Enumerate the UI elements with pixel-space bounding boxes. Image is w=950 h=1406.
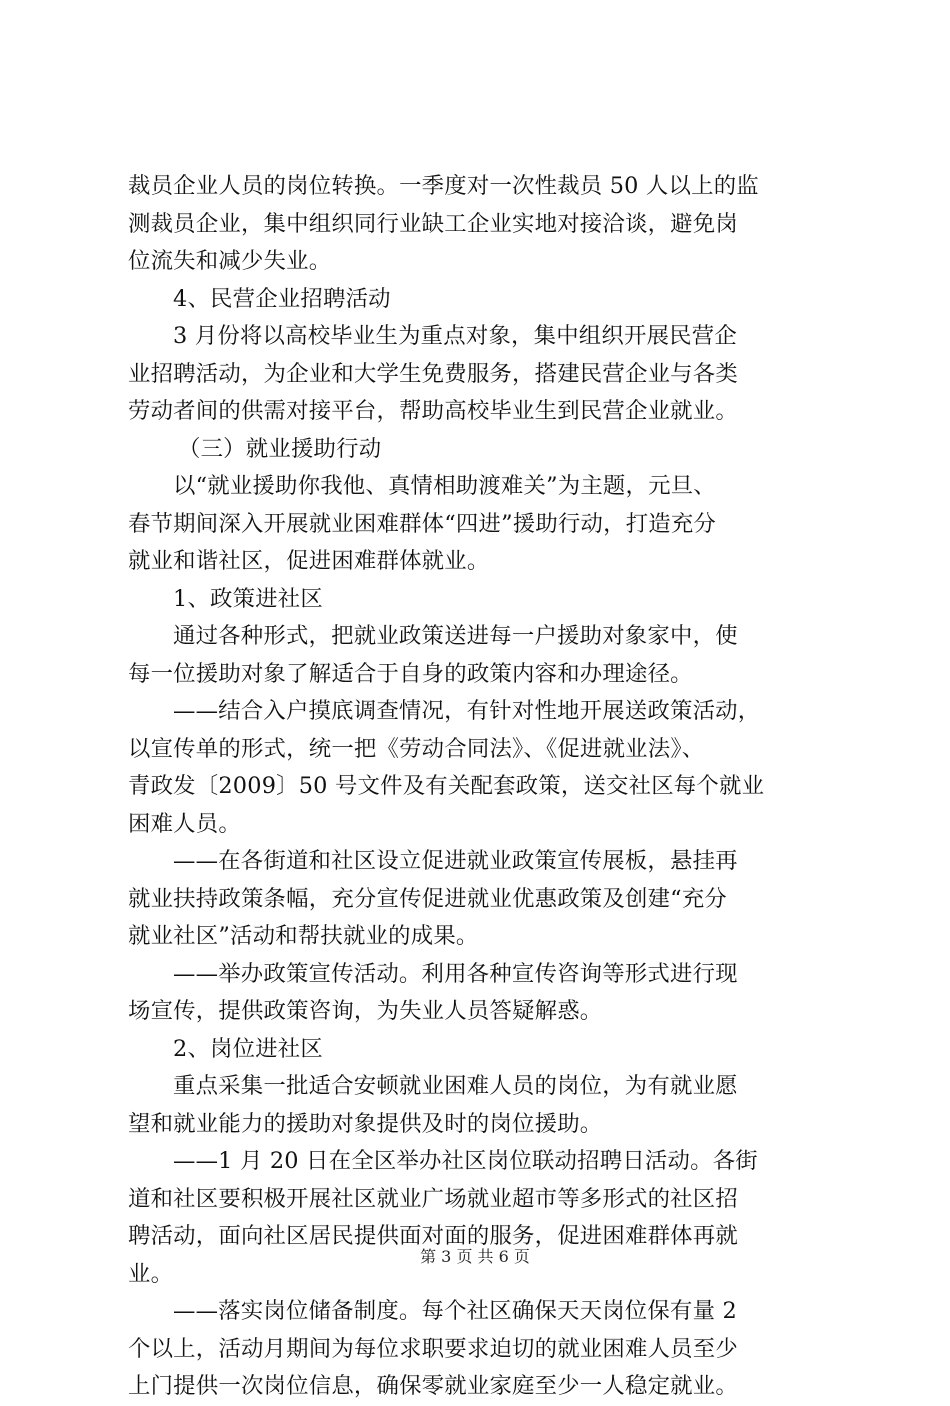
- text-line: 春节期间深入开展就业困难群体“四进”援助行动，打造充分: [128, 510, 717, 537]
- text-line: 位流失和减少失业。: [128, 248, 332, 274]
- text-line: 劳动者间的供需对接平台，帮助高校毕业生到民营企业就业。: [128, 398, 738, 424]
- text-line: 就业社区”活动和帮扶就业的成果。: [128, 923, 479, 949]
- section-heading: 2、岗位进社区: [173, 1035, 323, 1062]
- section-heading: 4、民营企业招聘活动: [173, 285, 391, 312]
- text-line: 就业和谐社区，促进困难群体就业。: [128, 548, 490, 574]
- text-line: 业。: [128, 1260, 174, 1287]
- text-line: 每一位援助对象了解适合于自身的政策内容和办理途径。: [128, 660, 693, 687]
- text-line: 以“就业援助你我他、真情相助渡难关”为主题，元旦、: [173, 473, 716, 499]
- text-line: 就业扶持政策条幅，充分宣传促进就业优惠政策及创建“充分: [128, 885, 728, 912]
- text-line: ——结合入户摸底调查情况，有针对性地开展送政策活动，: [173, 698, 761, 724]
- text-line: ——在各街道和社区设立促进就业政策宣传展板，悬挂再: [173, 848, 738, 874]
- section-heading: （三）就业援助行动: [178, 435, 382, 462]
- page-footer: 第 3 页 共 6 页: [420, 1247, 530, 1266]
- text-line: 上门提供一次岗位信息，确保零就业家庭至少一人稳定就业。: [128, 1373, 738, 1399]
- text-line: 聘活动，面向社区居民提供面对面的服务，促进困难群体再就: [128, 1223, 738, 1249]
- text-line: ——举办政策宣传活动。利用各种宣传咨询等形式进行现: [173, 960, 738, 987]
- text-line: 通过各种形式，把就业政策送进每一户援助对象家中，使: [173, 623, 738, 649]
- text-line: 测裁员企业，集中组织同行业缺工企业实地对接洽谈，避免岗: [128, 210, 738, 237]
- text-line: 困难人员。: [128, 810, 241, 837]
- text-line: 重点采集一批适合安顿就业困难人员的岗位，为有就业愿: [173, 1073, 738, 1099]
- text-line: 个以上，活动月期间为每位求职要求迫切的就业困难人员至少: [128, 1335, 738, 1362]
- text-line: ——1 月 20 日在全区举办社区岗位联动招聘日活动。各街: [173, 1148, 758, 1174]
- text-line: 望和就业能力的援助对象提供及时的岗位援助。: [128, 1110, 603, 1137]
- text-line: 青政发〔2009〕50 号文件及有关配套政策，送交社区每个就业: [128, 773, 765, 799]
- text-line: 3 月份将以高校毕业生为重点对象，集中组织开展民营企: [173, 323, 737, 349]
- text-line: 场宣传，提供政策咨询，为失业人员答疑解惑。: [128, 998, 603, 1024]
- text-line: 以宣传单的形式，统一把《劳动合同法》、《促进就业法》、: [128, 735, 705, 762]
- text-line: 道和社区要积极开展社区就业广场就业超市等多形式的社区招: [128, 1185, 738, 1212]
- body-text: [128, 168, 844, 1406]
- text-line: 业招聘活动，为企业和大学生免费服务，搭建民营企业与各类: [128, 360, 738, 387]
- text-line: 裁员企业人员的岗位转换。一季度对一次性裁员 50 人以上的监: [128, 173, 759, 199]
- text-line: ——落实岗位储备制度。每个社区确保天天岗位保有量 2: [173, 1298, 737, 1324]
- section-heading: 1、政策进社区: [173, 585, 323, 612]
